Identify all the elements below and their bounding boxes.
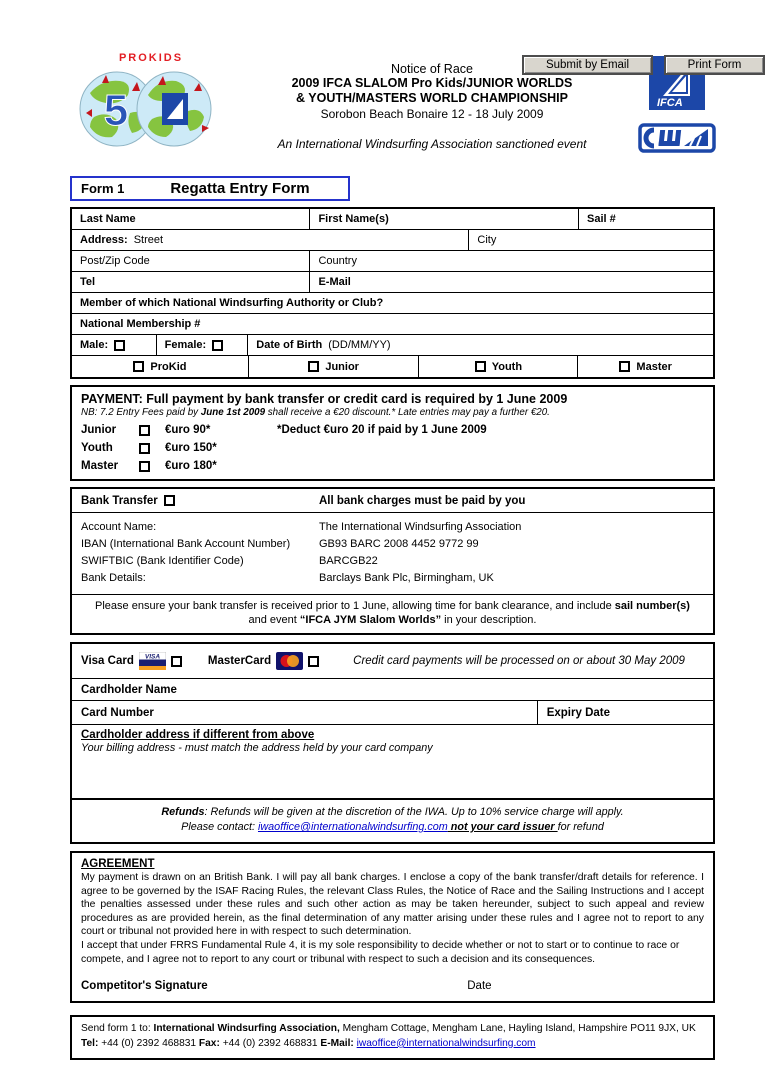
swift-value: BARCGB22 (319, 555, 378, 567)
cardholder-address-header: Cardholder address if different from above (81, 729, 315, 741)
fee-master-amount: €uro 180* (165, 460, 217, 472)
entry-table (70, 207, 715, 379)
agreement-paragraph-1: My payment is drawn on an British Bank. I will pay all bank charges. I enclose a copy of the bank transfer/draft details for reference. I agree to be governed by the ISAF Racing Rules, the relevant Class Rules, the Notice of Race and the Sailing Instructions and I accept the penalties assessed under these rules and such other action as may be taken hereunder, subject to such appeal and review procedures as are provided herein, as the final determination of any matter arising under these rules and I agree not to report to any court or tribunal not provided here in with respect to such determination. (81, 872, 704, 938)
toolbar (522, 55, 765, 75)
agreement-section (70, 851, 715, 1003)
table-row (72, 314, 713, 335)
junior-checkbox[interactable] (308, 361, 319, 372)
membership-number-label: National Membership # (80, 318, 201, 330)
cardholder-name-label: Cardholder Name (81, 683, 177, 696)
ifca-logo-text: IFCA (657, 97, 683, 109)
refunds-label: Refunds (161, 806, 205, 818)
male-label: Male: (80, 339, 109, 351)
contact-prefix: Please contact: (181, 821, 258, 833)
billing-address-note: Your billing address - must match the address held by your card company (81, 742, 433, 754)
sail-number-label: Sail # (587, 213, 616, 225)
logo-number-five: 5 (103, 86, 129, 135)
contact-suffix: for refund (557, 821, 604, 833)
youth-checkbox[interactable] (475, 361, 486, 372)
fee-junior-amount: €uro 90* (165, 424, 211, 436)
dob-format-hint: (DD/MM/YY) (328, 339, 391, 351)
postal-address: Mengham Cottage, Mengham Lane, Hayling Island, Hampshire PO11 9JX, UK (339, 1023, 696, 1035)
member-authority-label: Member of which National Windsurfing Authority or Club? (80, 297, 384, 309)
card-number-field[interactable] (72, 701, 537, 724)
event-title-line1: 2009 IFCA SLALOM Pro Kids/JUNIOR WORLDS (291, 76, 573, 90)
card-number-label: Card Number (81, 706, 154, 719)
account-name-label: Account Name: (81, 521, 157, 533)
bank-transfer-label: Bank Transfer (81, 494, 158, 507)
table-row (72, 272, 713, 293)
email-footer-label: E-Mail: (320, 1037, 357, 1049)
date-of-birth-field[interactable] (248, 335, 713, 355)
refunds-text: : Refunds will be given at the discretion of the IWA. Up to 10% service charge will apply. (204, 806, 624, 818)
female-checkbox[interactable] (212, 340, 223, 351)
payment-nb-note (81, 407, 704, 418)
date-field[interactable]: Date (467, 980, 492, 993)
card-processing-note: Credit card payments will be processed on or about 30 May 2009 (353, 655, 685, 667)
fee-row-youth (81, 442, 704, 454)
master-cell (578, 356, 713, 377)
first-name-label: First Name(s) (318, 213, 389, 225)
dob-label: Date of Birth (256, 339, 323, 351)
bank-transfer-footnote (72, 594, 713, 633)
table-row (72, 209, 713, 230)
table-row (72, 356, 713, 377)
bank-row-details (81, 570, 704, 587)
bank-transfer-checkbox[interactable] (164, 495, 175, 506)
tel-footer-value: +44 (0) 2392 468831 (98, 1037, 199, 1049)
event-venue-dates: Sorobon Beach Bonaire 12 - 18 July 2009 (320, 107, 544, 121)
last-name-field[interactable] (72, 209, 310, 229)
mastercard-label: MasterCard (207, 655, 272, 667)
note-sail-numbers: sail number(s) (614, 600, 690, 612)
cardholder-address-field[interactable] (72, 724, 713, 798)
card-number-row (72, 700, 713, 724)
bank-row-swift (81, 553, 704, 570)
fee-row-master (81, 460, 704, 472)
fee-youth-label: Youth (81, 442, 113, 454)
bank-row-account-name (81, 519, 704, 536)
notice-of-race: Notice of Race (391, 62, 473, 76)
mastercard-logo (276, 652, 303, 670)
prokids-logo-text: PROKIDS (118, 52, 184, 64)
signature-row (81, 980, 704, 992)
fee-youth-checkbox[interactable] (139, 443, 150, 454)
table-row (72, 293, 713, 314)
junior-label: Junior (325, 360, 359, 373)
agreement-heading: AGREEMENT (81, 858, 155, 870)
footer-address-line (81, 1022, 704, 1037)
swift-label: SWIFTBIC (Bank Identifier Code) (81, 555, 244, 567)
not-card-issuer: not your card issuer (447, 821, 558, 833)
email-field[interactable] (310, 272, 713, 292)
footer-email-link[interactable]: iwaoffice@internationalwindsurfing.com (356, 1037, 536, 1049)
bank-row-iban (81, 536, 704, 553)
visa-logo (139, 652, 166, 670)
bank-details-value: Barclays Bank Plc, Birmingham, UK (319, 572, 494, 584)
youth-cell (419, 356, 578, 377)
table-row (72, 335, 713, 356)
prokids-logo (72, 52, 230, 154)
note-part2: and event (248, 614, 300, 626)
fee-row-junior (81, 424, 704, 436)
organisation-name: International Windsurfing Association, (153, 1023, 340, 1035)
sanction-note: An International Windsurfing Association sanctioned event (277, 137, 587, 151)
globes-graphic (72, 65, 222, 149)
form-title-box (70, 176, 350, 201)
fee-junior-checkbox[interactable] (139, 425, 150, 436)
fee-master-checkbox[interactable] (139, 461, 150, 472)
male-checkbox[interactable] (114, 340, 125, 351)
nb-suffix: shall receive a €20 discount.* Late entries may pay a further €20. (265, 407, 550, 418)
bank-transfer-header (72, 489, 713, 513)
membership-number-field[interactable] (72, 314, 713, 334)
first-name-field[interactable] (310, 209, 579, 229)
country-label: Country (318, 255, 357, 267)
postzip-label: Post/Zip Code (80, 255, 150, 267)
master-checkbox[interactable] (619, 361, 630, 372)
fax-footer-label: Fax: (198, 1037, 220, 1049)
refunds-note (72, 798, 713, 842)
address-label: Address: (80, 234, 128, 246)
city-field[interactable] (469, 230, 713, 250)
visa-checkbox[interactable] (171, 656, 182, 667)
note-part1: Please ensure your bank transfer is received prior to 1 June, allowing time for bank clearance, and include (95, 600, 615, 612)
bank-transfer-section (70, 487, 715, 635)
youth-label: Youth (491, 360, 523, 373)
tel-field[interactable] (72, 272, 310, 292)
credit-card-section (70, 642, 715, 844)
sail-number-field[interactable] (579, 209, 713, 229)
payment-title: PAYMENT: Full payment by bank transfer or credit card is required by 1 June 2009 (81, 392, 568, 406)
submit-by-email-button[interactable]: Submit by Email (522, 55, 653, 75)
tel-footer-label: Tel: (81, 1037, 99, 1049)
credit-card-header (72, 644, 713, 678)
footer-contact-line (81, 1037, 704, 1052)
iwa-logo (638, 122, 716, 154)
note-part3: in your description. (441, 614, 537, 626)
iban-value: GB93 BARC 2008 4452 9772 99 (319, 538, 479, 550)
visa-logo-text: VISA (144, 653, 160, 661)
form-number: Form 1 (81, 181, 125, 196)
female-cell (157, 335, 249, 355)
note-event-name: “IFCA JYM Slalom Worlds” (299, 614, 442, 626)
street-hint: Street (133, 234, 164, 246)
fax-footer-value: +44 (0) 2392 468831 (219, 1037, 321, 1049)
visa-label: Visa Card (81, 655, 134, 667)
city-label: City (477, 234, 497, 246)
agreement-paragraph-2: I accept that under FRRS Fundamental Rule 4, it is my sole responsibility to decide whether or not to start or to continue to race or compete, and I agree not to report to any court or tribunal with respect to such a decision and its consequences. (81, 939, 680, 965)
account-name-value: The International Windsurfing Association (319, 521, 522, 533)
nb-date: June 1st 2009 (200, 407, 266, 418)
event-title-line2: & YOUTH/MASTERS WORLD CHAMPIONSHIP (296, 91, 568, 105)
prokid-cell (72, 356, 249, 377)
print-form-button[interactable]: Print Form (664, 55, 765, 75)
male-cell (72, 335, 157, 355)
last-name-label: Last Name (80, 213, 136, 225)
tel-label: Tel (80, 276, 96, 288)
bank-details-label: Bank Details: (81, 572, 146, 584)
fee-junior-label: Junior (81, 424, 117, 436)
nb-prefix: NB: 7.2 Entry Fees paid by (81, 407, 201, 418)
refund-email-link[interactable]: iwaoffice@internationalwindsurfing.com (257, 821, 448, 833)
master-label: Master (636, 360, 672, 373)
iban-label: IBAN (International Bank Account Number) (81, 538, 291, 550)
cardholder-name-field[interactable] (72, 678, 713, 700)
expiry-date-label: Expiry Date (546, 706, 610, 719)
street-address-field[interactable] (72, 230, 469, 250)
form-name: Regatta Entry Form (170, 180, 310, 197)
send-to-footer (70, 1015, 715, 1060)
fee-youth-amount: €uro 150* (165, 442, 217, 454)
postzip-field[interactable] (72, 251, 310, 271)
bank-charges-note: All bank charges must be paid by you (319, 494, 526, 507)
expiry-date-field[interactable] (537, 701, 713, 724)
mastercard-checkbox[interactable] (308, 656, 319, 667)
send-prefix: Send form 1 to: (81, 1023, 154, 1035)
competitor-signature-field[interactable]: Competitor's Signature (81, 980, 208, 993)
country-field[interactable] (310, 251, 713, 271)
prokid-label: ProKid (150, 360, 187, 373)
payment-section (70, 385, 715, 481)
junior-cell (249, 356, 420, 377)
email-label: E-Mail (318, 276, 351, 288)
fee-master-label: Master (81, 460, 119, 472)
member-authority-field[interactable] (72, 293, 713, 313)
table-row (72, 230, 713, 251)
female-label: Female: (164, 339, 207, 351)
bank-details-rows (72, 513, 713, 594)
fee-discount-note: *Deduct €uro 20 if paid by 1 June 2009 (277, 424, 487, 436)
table-row (72, 251, 713, 272)
prokid-checkbox[interactable] (133, 361, 144, 372)
